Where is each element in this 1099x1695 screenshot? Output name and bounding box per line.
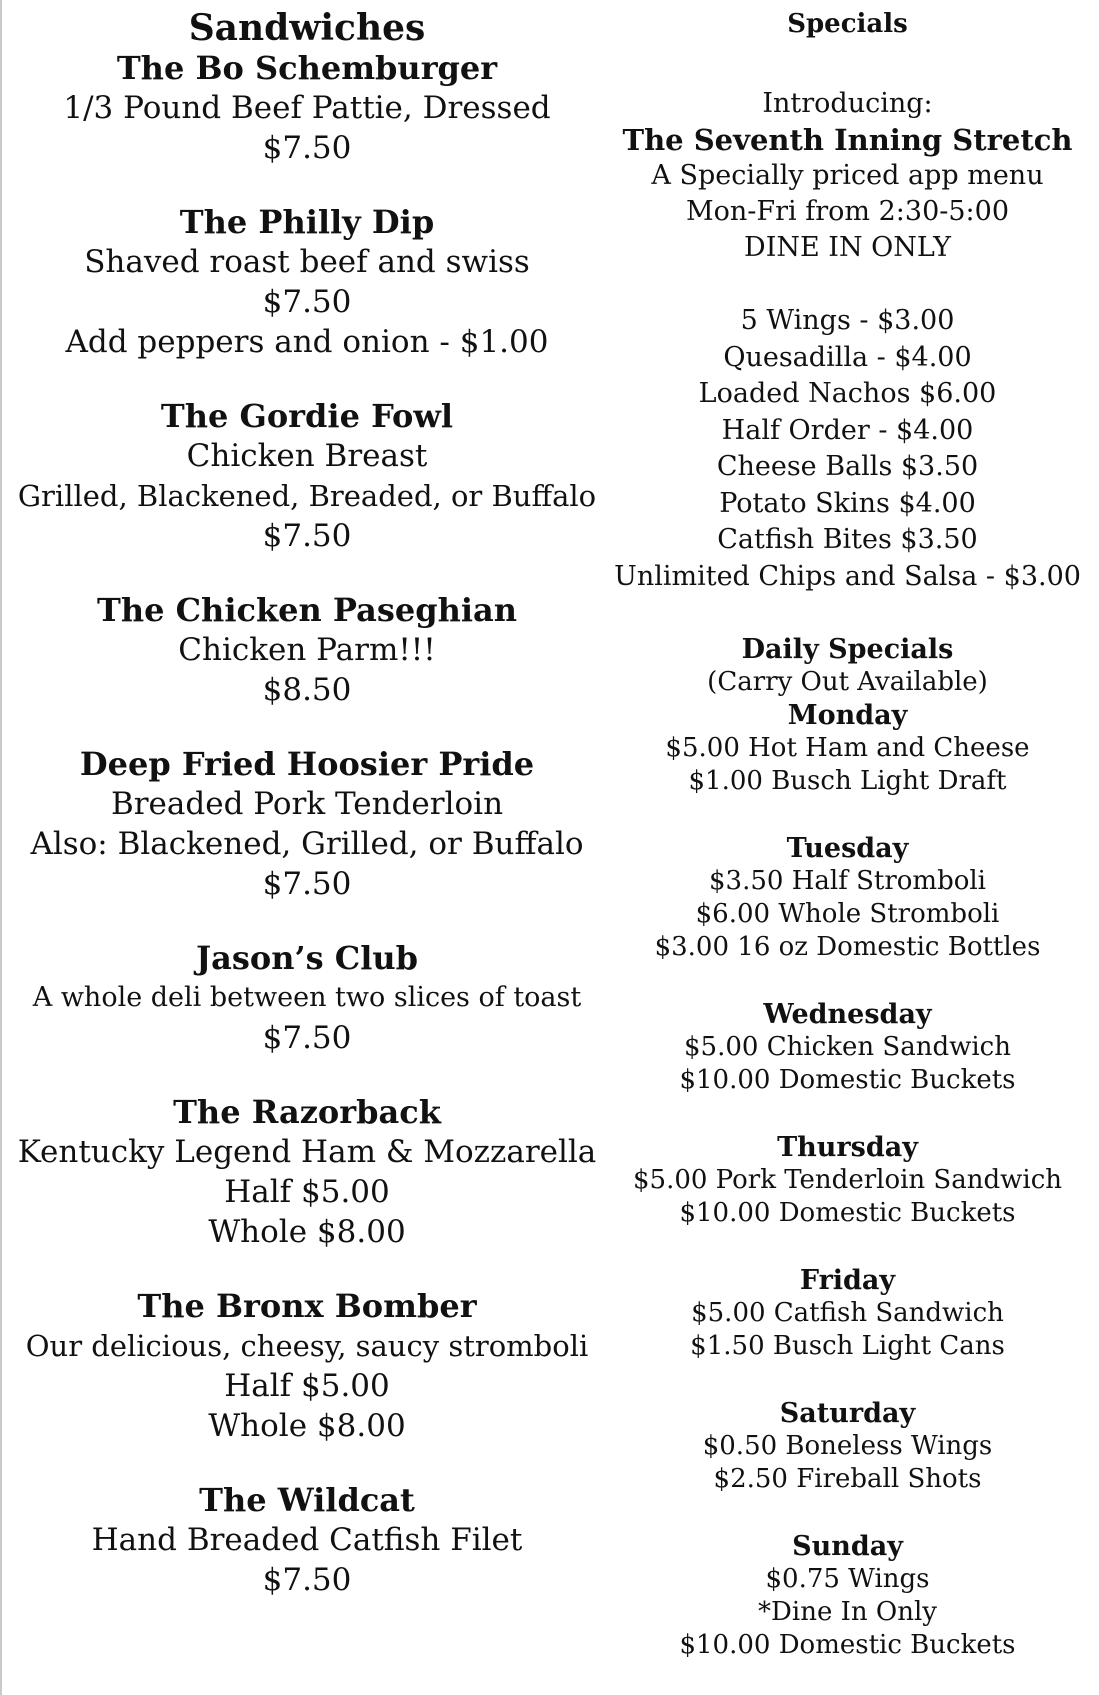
day-name: Monday bbox=[787, 700, 908, 731]
day-name: Tuesday bbox=[786, 833, 909, 864]
daily-specials bbox=[600, 633, 1095, 1662]
intro-line: Mon-Fri from 2:30-5:00 bbox=[686, 196, 1009, 227]
item-price: $7.50 bbox=[262, 1562, 352, 1598]
day-tuesday bbox=[600, 832, 1095, 964]
item-name: Jason’s Club bbox=[195, 939, 419, 977]
sandwiches-heading: Sandwiches bbox=[188, 7, 426, 49]
list-item: 5 Wings - $3.00 bbox=[740, 305, 955, 336]
item-name: The Bo Schemburger bbox=[116, 49, 498, 87]
item-name: The Bronx Bomber bbox=[137, 1287, 477, 1325]
item-price: $7.50 bbox=[262, 284, 352, 320]
day-item: $10.00 Domestic Buckets bbox=[679, 1198, 1016, 1228]
day-item: $1.50 Busch Light Cans bbox=[690, 1331, 1005, 1361]
list-item: Quesadilla - $4.00 bbox=[723, 341, 972, 373]
day-monday bbox=[600, 699, 1095, 798]
menu-item-hoosier-pride bbox=[10, 744, 604, 904]
day-item: $2.50 Fireball Shots bbox=[713, 1464, 982, 1494]
item-price-whole: Whole $8.00 bbox=[208, 1408, 406, 1444]
menu-item-chicken-paseghian bbox=[10, 590, 604, 710]
day-name: Wednesday bbox=[763, 999, 932, 1030]
day-name: Friday bbox=[799, 1265, 896, 1296]
day-name: Saturday bbox=[779, 1398, 916, 1429]
day-thursday bbox=[600, 1131, 1095, 1230]
day-item: $10.00 Domestic Buckets bbox=[679, 1065, 1016, 1095]
menu-item-bronx-bomber bbox=[10, 1286, 604, 1446]
list-item: Cheese Balls $3.50 bbox=[716, 451, 979, 482]
page-edge-line bbox=[0, 0, 2, 1695]
item-description: Our delicious, cheesy, saucy stromboli bbox=[25, 1329, 589, 1363]
item-price: $8.50 bbox=[262, 672, 352, 708]
day-friday bbox=[600, 1264, 1095, 1363]
day-item: $3.50 Half Stromboli bbox=[709, 866, 986, 896]
menu-item-bo-schemburger bbox=[10, 48, 604, 168]
daily-specials-title: Daily Specials bbox=[741, 634, 954, 665]
intro-label: Introducing: bbox=[762, 88, 933, 119]
item-addon: Add peppers and onion - $1.00 bbox=[65, 324, 549, 360]
intro-menu-name: The Seventh Inning Stretch bbox=[622, 123, 1073, 157]
day-sunday bbox=[600, 1530, 1095, 1662]
item-options: Grilled, Blackened, Breaded, or Buffalo bbox=[17, 479, 597, 513]
day-name: Sunday bbox=[792, 1531, 903, 1562]
day-item: $5.00 Hot Ham and Cheese bbox=[665, 733, 1030, 763]
menu-item-philly-dip bbox=[10, 202, 604, 362]
specials-heading: Specials bbox=[787, 9, 908, 39]
day-item: $3.00 16 oz Domestic Bottles bbox=[654, 932, 1041, 962]
list-item: Potato Skins $4.00 bbox=[719, 487, 976, 519]
day-item: $5.00 Chicken Sandwich bbox=[684, 1032, 1011, 1062]
item-name: The Razorback bbox=[173, 1093, 441, 1131]
menu-item-jasons-club bbox=[10, 938, 604, 1058]
item-description: Breaded Pork Tenderloin bbox=[110, 786, 504, 822]
list-item: Loaded Nachos $6.00 bbox=[698, 378, 997, 409]
item-description: Kentucky Legend Ham & Mozzarella bbox=[17, 1134, 597, 1170]
item-price: $7.50 bbox=[262, 518, 352, 554]
menu-item-razorback bbox=[10, 1092, 604, 1252]
app-menu-list bbox=[600, 303, 1095, 595]
item-name: The Chicken Paseghian bbox=[97, 591, 517, 629]
item-price-half: Half $5.00 bbox=[224, 1174, 390, 1210]
day-item: *Dine In Only bbox=[758, 1597, 937, 1627]
day-item: $1.00 Busch Light Draft bbox=[688, 766, 1007, 796]
day-wednesday bbox=[600, 998, 1095, 1097]
specials-column bbox=[600, 0, 1095, 1662]
sandwiches-column bbox=[10, 0, 604, 1600]
item-name: The Wildcat bbox=[199, 1481, 415, 1519]
day-item: $10.00 Domestic Buckets bbox=[679, 1630, 1016, 1660]
item-description: Shaved roast beef and swiss bbox=[84, 244, 530, 280]
item-name: The Gordie Fowl bbox=[160, 397, 454, 435]
intro-line: A Specially priced app menu bbox=[651, 160, 1044, 191]
intro-line: DINE IN ONLY bbox=[744, 232, 951, 263]
day-item: $5.00 Pork Tenderloin Sandwich bbox=[632, 1165, 1063, 1195]
item-description: Hand Breaded Catfish Filet bbox=[91, 1522, 523, 1558]
item-description: 1/3 Pound Beef Pattie, Dressed bbox=[63, 90, 551, 126]
menu-item-gordie-fowl bbox=[10, 396, 604, 556]
item-description: Chicken Breast bbox=[186, 438, 428, 474]
item-options: Also: Blackened, Grilled, or Buffalo bbox=[30, 826, 584, 862]
list-item: Catfish Bites $3.50 bbox=[717, 524, 978, 555]
day-saturday bbox=[600, 1397, 1095, 1496]
item-price-whole: Whole $8.00 bbox=[208, 1214, 406, 1250]
item-price: $7.50 bbox=[262, 866, 352, 902]
seventh-inning-intro bbox=[600, 86, 1095, 266]
day-item: $0.75 Wings bbox=[765, 1564, 930, 1594]
day-name: Thursday bbox=[777, 1132, 918, 1163]
item-name: Deep Fried Hoosier Pride bbox=[79, 745, 535, 783]
list-item: Half Order - $4.00 bbox=[721, 414, 974, 446]
day-item: $5.00 Catfish Sandwich bbox=[691, 1298, 1004, 1328]
item-description: A whole deli between two slices of toast bbox=[32, 982, 582, 1013]
daily-specials-subtitle: (Carry Out Available) bbox=[707, 667, 988, 697]
day-item: $0.50 Boneless Wings bbox=[702, 1431, 993, 1461]
menu-item-wildcat bbox=[10, 1480, 604, 1600]
item-price-half: Half $5.00 bbox=[224, 1368, 390, 1404]
list-item: Unlimited Chips and Salsa - $3.00 bbox=[614, 560, 1081, 592]
item-price: $7.50 bbox=[262, 130, 352, 166]
day-item: $6.00 Whole Stromboli bbox=[695, 899, 1000, 929]
item-price: $7.50 bbox=[262, 1020, 352, 1056]
item-description: Chicken Parm!!! bbox=[178, 632, 436, 668]
item-name: The Philly Dip bbox=[179, 203, 435, 241]
